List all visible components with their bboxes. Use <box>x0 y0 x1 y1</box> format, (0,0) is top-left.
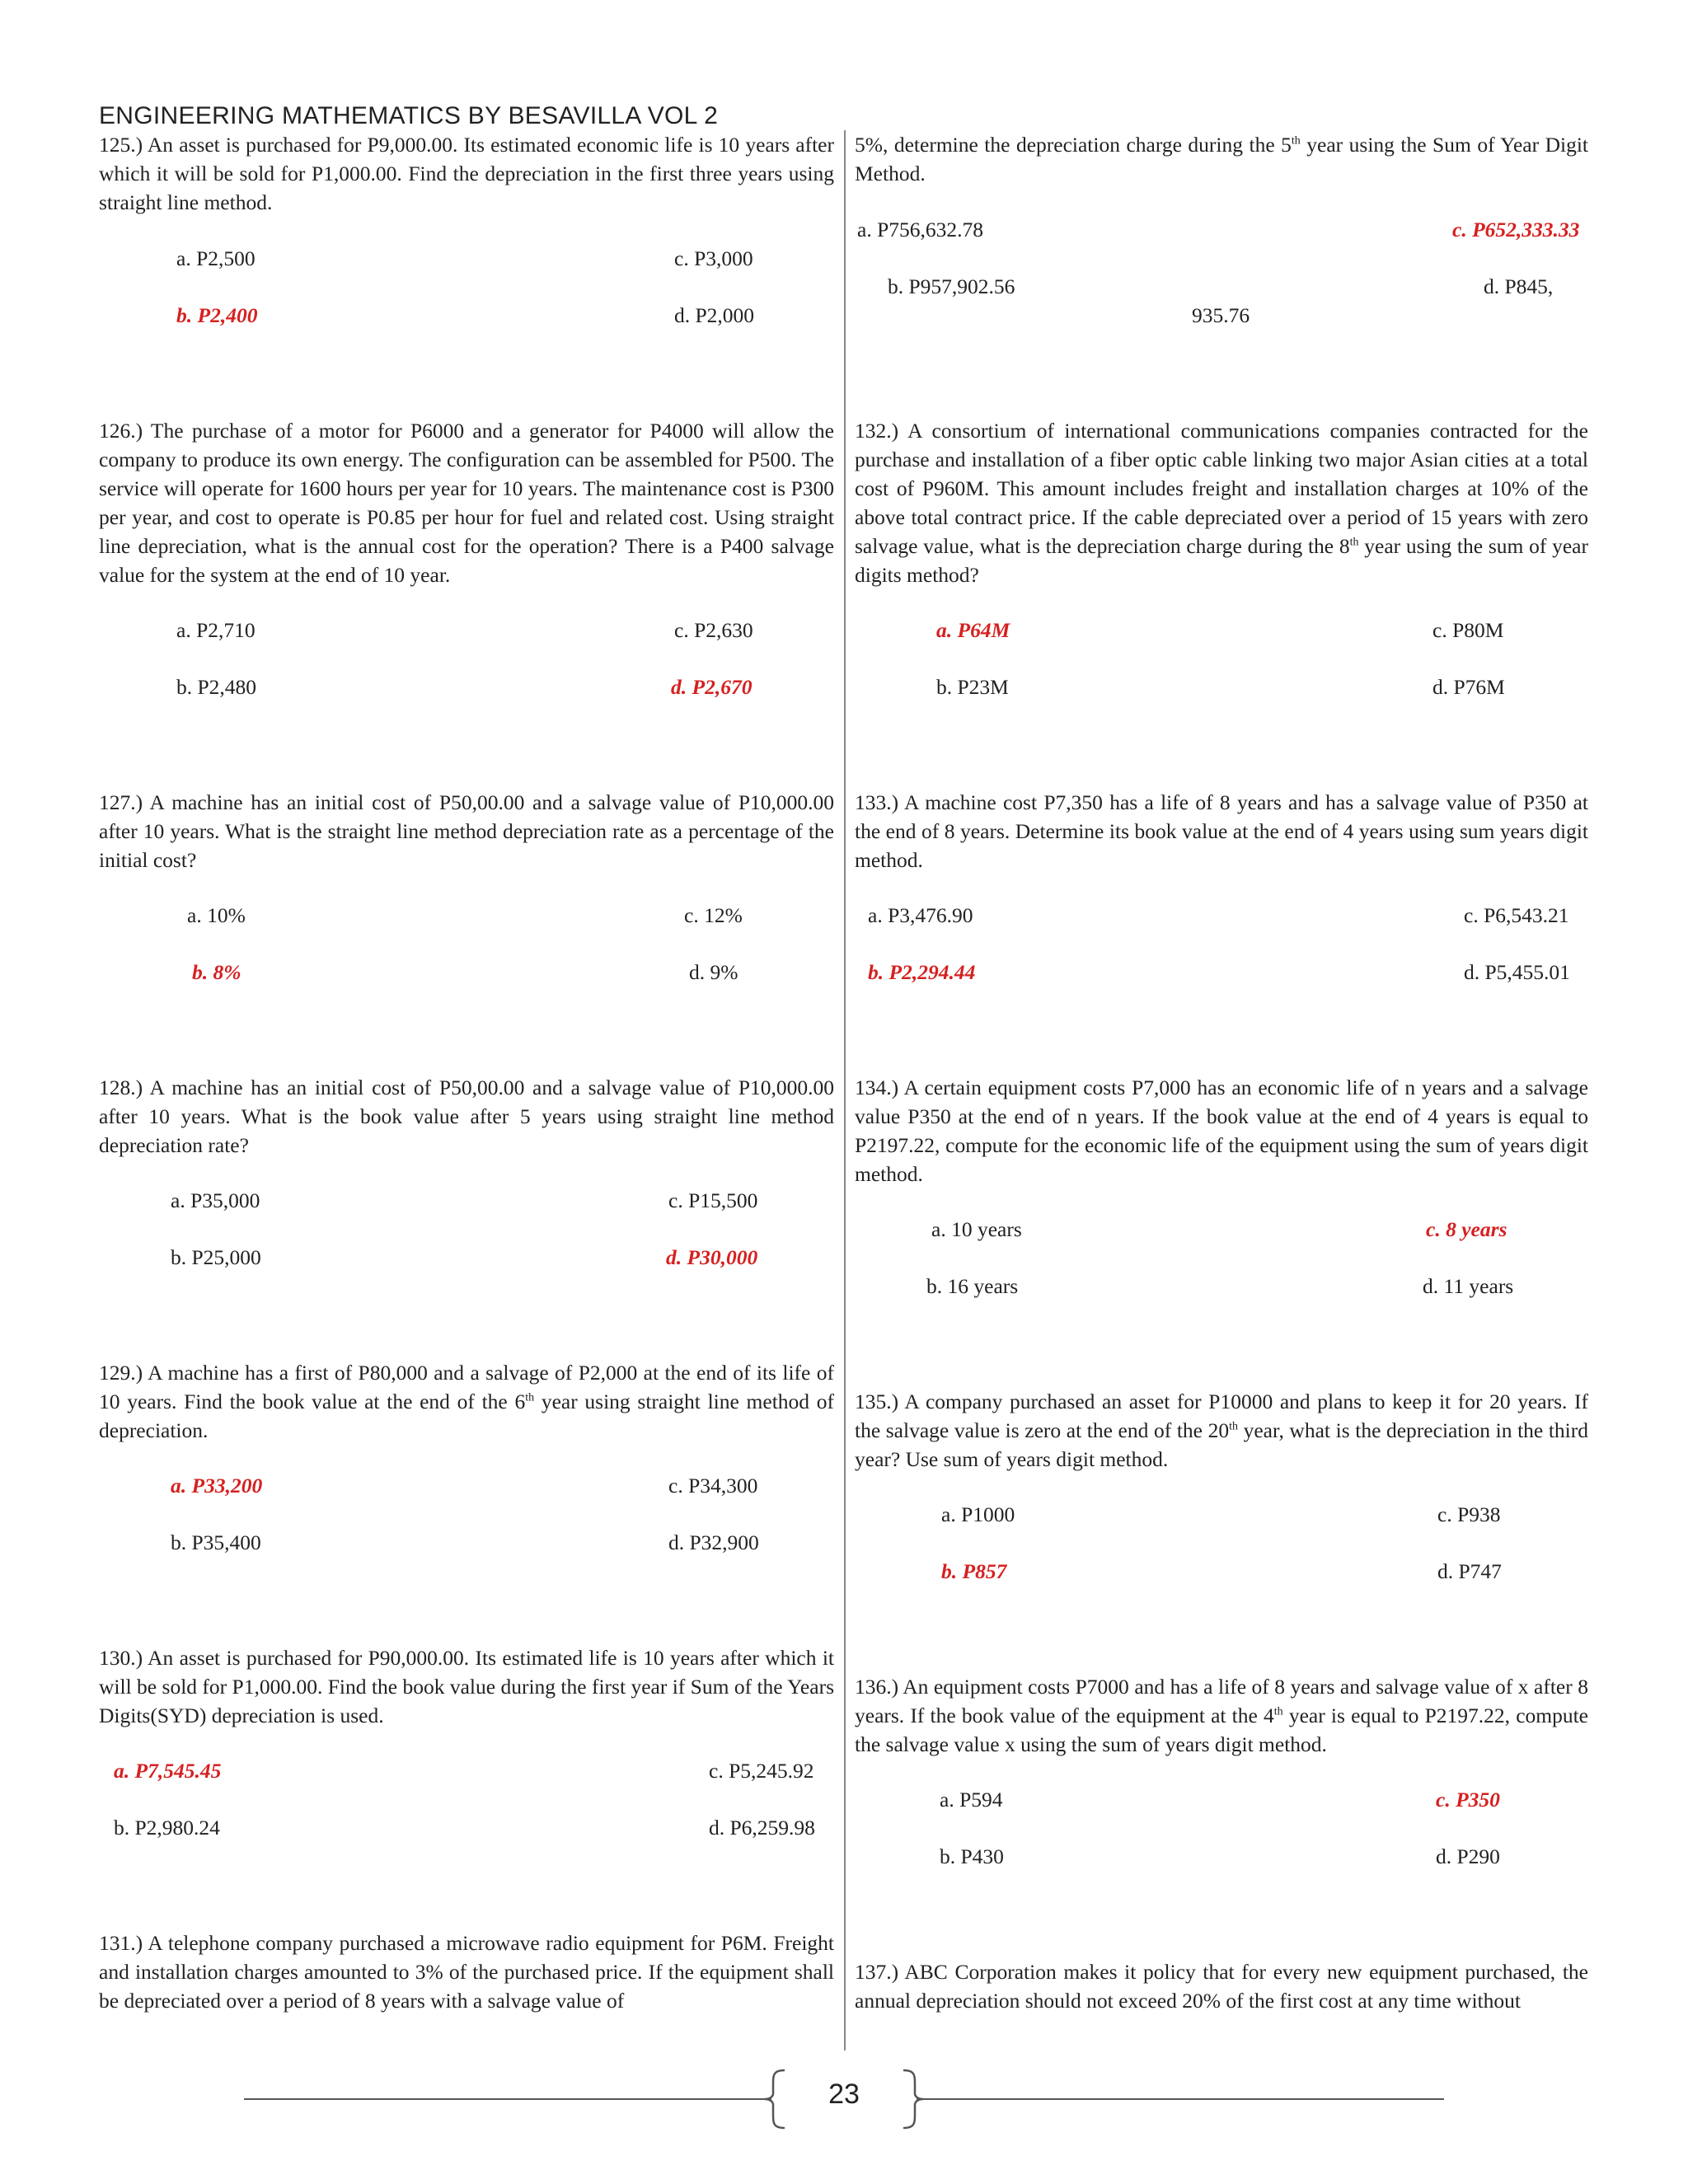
option-132-d: d. P76M <box>1432 675 1505 699</box>
option-134-c-answer: c. 8 years <box>1426 1217 1507 1241</box>
option-125-d: d. P2,000 <box>674 303 755 327</box>
question-129 <box>99 1358 834 1445</box>
option-126-d-answer: d. P2,670 <box>671 675 753 699</box>
option-130-a-answer: a. P7,545.45 <box>114 1759 222 1783</box>
option-129-a-answer: a. P33,200 <box>171 1474 263 1497</box>
option-125-b-answer: b. P2,400 <box>176 303 258 327</box>
option-127-c: c. 12% <box>684 903 743 927</box>
option-134-b: b. 16 years <box>926 1274 1019 1298</box>
option-132-b: b. P23M <box>936 675 1009 699</box>
option-132-c: c. P80M <box>1432 618 1504 642</box>
question-136 <box>855 1672 1588 1759</box>
option-131-c-answer: c. P652,333.33 <box>1452 218 1580 241</box>
option-135-c: c. P938 <box>1437 1502 1501 1526</box>
question-136-text-end: year is equal to P2197.22, compute the salvage value x using the sum of years digit method. <box>855 1704 1588 1756</box>
question-132 <box>855 416 1588 589</box>
option-133-b-answer: b. P2,294.44 <box>868 960 976 984</box>
question-132-text-end: year using the sum of year digits method? <box>855 534 1588 587</box>
question-127: 127.) A machine has an initial cost of P50,00.00 and a salvage value of P10,000.00 after 10 years. What is the straight line method depreciation rate as a percentage of the initial cost? <box>99 790 834 872</box>
option-127-d: d. 9% <box>689 960 738 984</box>
option-133-a: a. P3,476.90 <box>868 903 973 927</box>
option-125-c: c. P3,000 <box>674 246 753 270</box>
option-128-d-answer: d. P30,000 <box>666 1245 758 1269</box>
question-131-sup: th <box>1291 134 1301 148</box>
option-135-b-answer: b. P857 <box>941 1559 1007 1583</box>
option-131-d: d. P845, <box>1484 274 1554 298</box>
question-135-sup: th <box>1229 1420 1238 1433</box>
option-131-a: a. P756,632.78 <box>857 218 983 241</box>
question-130: 130.) An asset is purchased for P90,000.00. Its estimated life is 10 years after which it will be sold for P1,000.00. Find the book value during the first year if Sum of the Years Digits(SYD) depreciation is used. <box>99 1646 834 1727</box>
option-128-c: c. P15,500 <box>668 1188 758 1212</box>
option-135-d: d. P747 <box>1437 1559 1502 1583</box>
option-129-b: b. P35,400 <box>171 1530 261 1554</box>
column-divider <box>844 130 846 2050</box>
option-136-c-answer: c. P350 <box>1436 1788 1500 1811</box>
option-130-d: d. P6,259.98 <box>709 1816 815 1840</box>
option-127-b-answer: b. 8% <box>192 960 241 984</box>
option-130-b: b. P2,980.24 <box>114 1816 220 1840</box>
option-126-b: b. P2,480 <box>176 675 257 699</box>
option-131-b: b. P957,902.56 <box>888 274 1015 298</box>
footer-rule-right <box>917 2098 1444 2100</box>
option-131-d-continued: 935.76 <box>1192 303 1250 327</box>
question-135-text: 135.) A company purchased an asset for P10000 and plans to keep it for 20 years. If the salvage value is zero at the end of the 20 <box>855 1390 1588 1442</box>
page-header-title: ENGINEERING MATHEMATICS BY BESAVILLA VOL 2 <box>99 102 719 129</box>
option-125-a: a. P2,500 <box>176 246 256 270</box>
question-136-sup: th <box>1273 1705 1283 1718</box>
option-130-c: c. P5,245.92 <box>709 1759 814 1783</box>
question-137: 137.) ABC Corporation makes it policy that for every new equipment purchased, the annual depreciation should not exceed 20% of the first cost at any time without <box>855 1960 1588 2013</box>
option-134-d: d. 11 years <box>1423 1274 1514 1298</box>
option-132-a-answer: a. P64M <box>936 618 1010 642</box>
question-129-sup: th <box>525 1391 535 1404</box>
left-brace-icon <box>763 2069 788 2130</box>
option-126-c: c. P2,630 <box>674 618 753 642</box>
question-131-cont-text: 5%, determine the depreciation charge during the 5 <box>855 133 1292 157</box>
footer-rule-left <box>244 2098 771 2100</box>
question-133: 133.) A machine cost P7,350 has a life of 8 years and has a salvage value of P350 at the end of 8 years. Determine its book value at the end of 4 years using sum years digit method. <box>855 790 1588 872</box>
option-127-a: a. 10% <box>187 903 246 927</box>
question-131-continued <box>855 130 1588 188</box>
question-129-text-end: year using straight line method of depreciation. <box>99 1390 834 1442</box>
question-135 <box>855 1387 1588 1474</box>
option-128-b: b. P25,000 <box>171 1245 261 1269</box>
question-131-cont-text-end: year using the Sum of Year Digit Method. <box>855 133 1589 185</box>
question-131: 131.) A telephone company purchased a microwave radio equipment for P6M. Freight and installation charges amounted to 3% of the purchased price. If the equipment shall be depreciated over a period of 8 years with a salvage value of <box>99 1931 834 2013</box>
option-126-a: a. P2,710 <box>176 618 256 642</box>
option-133-c: c. P6,543.21 <box>1464 903 1569 927</box>
option-135-a: a. P1000 <box>941 1502 1015 1526</box>
option-136-a: a. P594 <box>940 1788 1003 1811</box>
question-132-text: 132.) A consortium of international communications companies contracted for the purchase and installation of a fiber optic cable linking two major Asian cities at a total cost of P960M. This amount includes freight and installation charges at 10% of the above total contract price. If the cable depreciated over a period of 15 years with zero salvage value, what is the depreciation charge during the 8 <box>855 419 1588 558</box>
question-134: 134.) A certain equipment costs P7,000 has an economic life of n years and a salvage value P350 at the end of n years. If the book value at the end of 4 years is equal to P2197.22, compute for the economic life of the equipment using the sum of years digit method. <box>855 1076 1588 1186</box>
question-136-text: 136.) An equipment costs P7000 and has a life of 8 years and salvage value of x after 8 years. If the book value of the equipment at the 4 <box>855 1675 1588 1727</box>
option-134-a: a. 10 years <box>931 1217 1022 1241</box>
question-128: 128.) A machine has an initial cost of P50,00.00 and a salvage value of P10,000.00 after 10 years. What is the book value after 5 years using straight line method depreciation rate? <box>99 1076 834 1157</box>
option-129-d: d. P32,900 <box>668 1530 759 1554</box>
question-132-sup: th <box>1349 536 1359 549</box>
question-135-text-end: year, what is the depreciation in the third year? Use sum of years digit method. <box>855 1418 1588 1471</box>
question-129-text: 129.) A machine has a first of P80,000 and a salvage of P2,000 at the end of its life of 10 years. Find the book value at the end of the 6 <box>99 1361 834 1413</box>
option-133-d: d. P5,455.01 <box>1464 960 1570 984</box>
question-125: 125.) An asset is purchased for P9,000.00. Its estimated economic life is 10 years after which it will be sold for P1,000.00. Find the depreciation in the first three years using straight line method. <box>99 133 834 214</box>
option-136-b: b. P430 <box>940 1844 1004 1868</box>
option-136-d: d. P290 <box>1436 1844 1500 1868</box>
right-brace-icon <box>900 2069 925 2130</box>
option-128-a: a. P35,000 <box>171 1188 260 1212</box>
page-number: 23 <box>828 2079 860 2110</box>
question-126: 126.) The purchase of a motor for P6000 and a generator for P4000 will allow the company to produce its own energy. The configuration can be assembled for P500. The service will operate for 1600 hours per year for 10 years. The maintenance cost is P300 per year, and cost to operate is P0.85 per hour for fuel and related cost. Using straight line depreciation, what is the annual cost for the operation? There is a P400 salvage value for the system at the end of 10 year. <box>99 419 834 587</box>
option-129-c: c. P34,300 <box>668 1474 758 1497</box>
